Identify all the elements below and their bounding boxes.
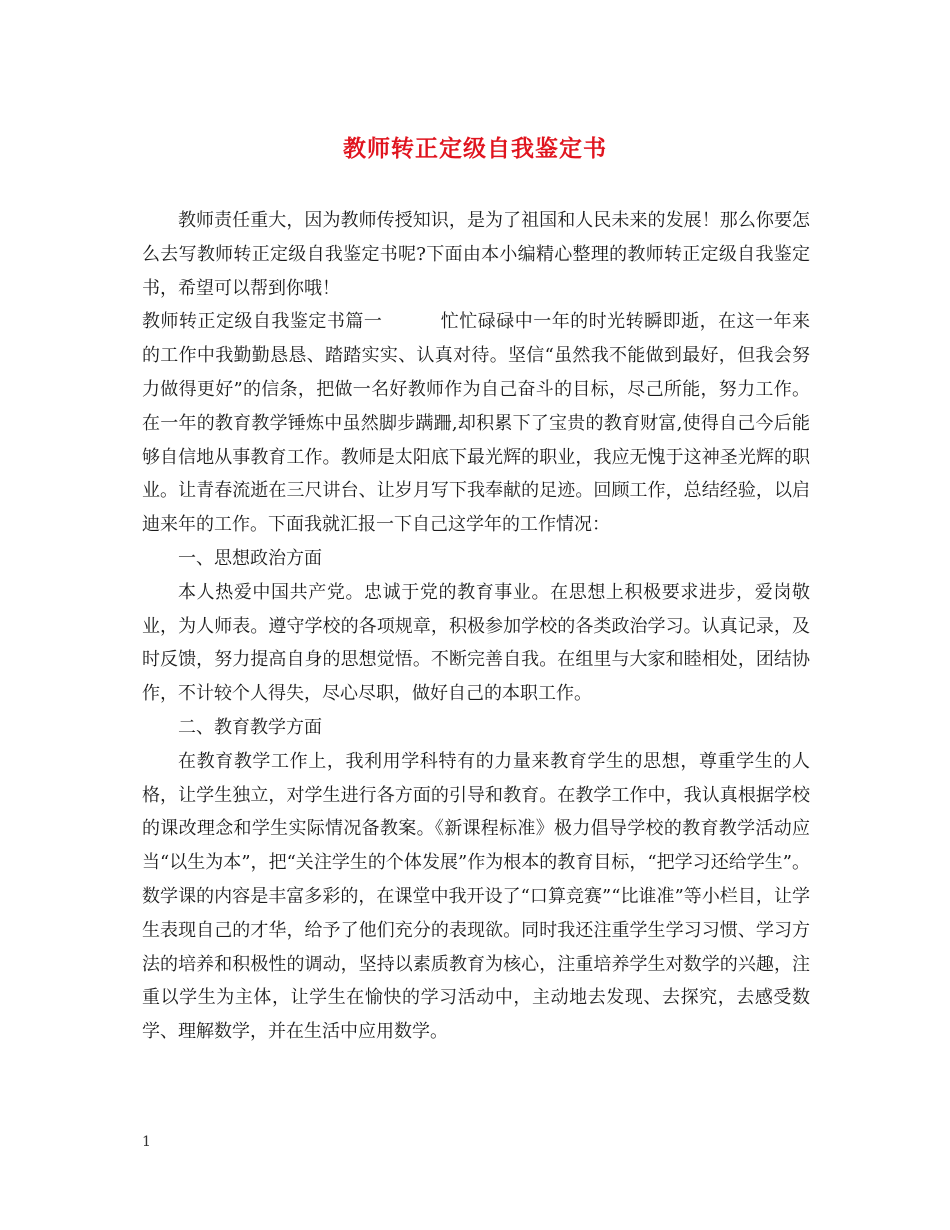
section-heading-politics: 一、思想政治方面 bbox=[178, 547, 322, 569]
document-title: 教师转正定级自我鉴定书 bbox=[343, 135, 607, 162]
page-number: 1 bbox=[142, 1134, 151, 1150]
section-text-politics: 本人热爱中国共产党。忠诚于党的教育事业。在思想上积极要求进步，爱岗敬业，为人师表。遵守学校的各项规章，积极参加学校的各类政治学习。认真记录，及时反馈，努力提高自身的思想觉悟。不断完善自我。在组里与大家和睦相处，团结协作，不计较个人得失，尽心尽职，做好自己的本职工作。 bbox=[142, 581, 810, 705]
article-paragraph bbox=[142, 305, 810, 542]
section-heading-teaching: 二、教育教学方面 bbox=[178, 716, 322, 738]
intro-paragraph: 教师责任重大，因为教师传授知识，是为了祖国和人民未来的发展！那么你要怎么去写教师转正定级自我鉴定书呢?下面由本小编精心整理的教师转正定级自我鉴定书，希望可以帮到你哦！ bbox=[142, 210, 810, 299]
section-text-teaching: 在教育教学工作上，我利用学科特有的力量来教育学生的思想，尊重学生的人格，让学生独立，对学生进行各方面的引导和教育。在教学工作中，我认真根据学校的课改理念和学生实际情况备教案。《新课程标准》极力倡导学校的教育教学活动应当“以生为本”，把“关注学生的个体发展”作为根本的教育目标，“把学习还给学生”。数学课的内容是丰富多彩的，在课堂中我开设了“口算竞赛”“比谁准”等小栏目，让学生表现自己的才华，给予了他们充分的表现欲。同时我还注重学生学习习惯、学习方法的培养和积极性的调动，坚持以素质教育为核心，注重培养学生对数学的兴趣，注重以学生为主体，让学生在愉快的学习活动中，主动地去发现、去探究，去感受数学、理解数学，并在生活中应用数学。 bbox=[142, 750, 810, 1043]
article-opening: 忙忙碌碌中一年的时光转瞬即逝，在这一年来的工作中我勤勤恳恳、踏踏实实、认真对待。坚信“虽然我不能做到最好，但我会努力做得更好”的信条，把做一名好教师作为自己奋斗的目标，尽己所能，努力工作。在一年的教育教学锤炼中虽然脚步蹒跚,却积累下了宝贵的教育财富,使得自己今后能够自信地从事教育工作。教师是太阳底下最光辉的职业，我应无愧于这神圣光辉的职业。让青春流逝在三尺讲台、让岁月写下我奉献的足迹。回顾工作，总结经验，以启迪来年的工作。下面我就汇报一下自己这学年的工作情况： bbox=[142, 311, 811, 536]
document-body bbox=[142, 204, 810, 1049]
article-label: 教师转正定级自我鉴定书篇一 bbox=[142, 311, 383, 333]
